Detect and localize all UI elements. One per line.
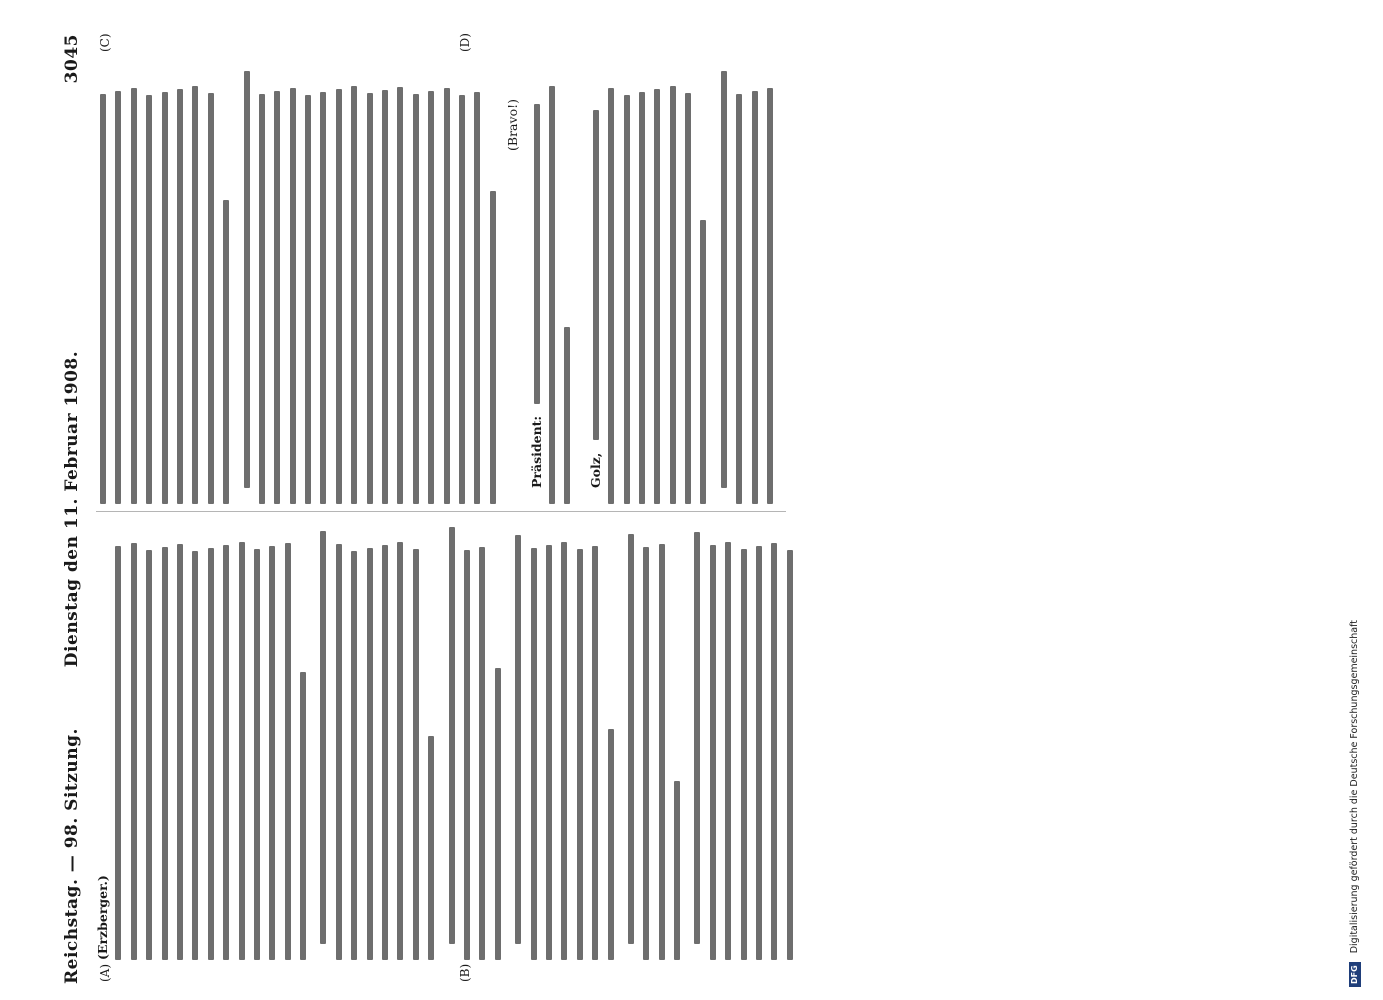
text-line-bar	[351, 551, 357, 960]
text-line-bar	[208, 93, 214, 504]
text-line-bar	[177, 544, 183, 960]
margin-letter-d: (D)	[458, 33, 472, 52]
text-line-bar	[464, 550, 470, 960]
text-line	[655, 515, 668, 960]
text-line-bar	[736, 94, 742, 504]
text-line	[511, 515, 524, 960]
text-line-bar	[428, 91, 434, 504]
text-line-bar	[592, 546, 598, 960]
digitization-credit	[1346, 12, 1364, 987]
text-line	[281, 515, 294, 960]
text-line	[332, 515, 345, 960]
text-line-bar	[244, 71, 250, 488]
text-line-bar	[336, 89, 342, 504]
text-line	[721, 515, 734, 960]
text-line-bar	[577, 549, 583, 960]
text-line-bar	[674, 781, 680, 960]
text-line	[696, 59, 709, 504]
text-line	[378, 59, 391, 504]
text-line	[409, 59, 422, 504]
text-line	[235, 515, 248, 960]
text-line-bar	[771, 543, 777, 960]
text-line-bar	[382, 90, 388, 504]
text-line	[250, 515, 263, 960]
text-line	[240, 59, 253, 504]
text-line-bar	[444, 88, 450, 504]
text-line-bar	[254, 549, 260, 960]
text-line-bar	[459, 95, 465, 504]
text-line	[440, 59, 453, 504]
speaker-continuation: (Erzberger.)	[95, 875, 110, 960]
text-line-bar	[192, 551, 198, 960]
text-line	[542, 515, 555, 960]
text-line	[445, 515, 458, 960]
text-line-bar	[305, 95, 311, 504]
left-column-text	[111, 515, 796, 960]
text-line-bar	[752, 91, 758, 504]
text-line-bar	[192, 86, 198, 504]
text-line-bar	[531, 548, 537, 960]
text-line	[173, 515, 186, 960]
text-line	[717, 59, 730, 504]
digitization-credit-label: Digitalisierung gefördert durch die Deutsche Forschungsgemeinschaft	[1349, 619, 1360, 954]
text-line	[393, 515, 406, 960]
text-line	[142, 59, 155, 504]
text-line-bar	[367, 548, 373, 960]
text-line-bar	[162, 547, 168, 960]
text-line	[732, 59, 745, 504]
text-line-bar	[490, 191, 496, 504]
text-line	[424, 515, 437, 960]
text-line	[635, 59, 648, 504]
text-line-bar	[474, 92, 480, 504]
text-line-bar	[608, 729, 614, 960]
text-line	[681, 59, 694, 504]
text-line-bar	[654, 89, 660, 504]
text-line-bar	[546, 545, 552, 960]
text-line	[748, 59, 761, 504]
text-line	[158, 59, 171, 504]
text-line	[455, 59, 468, 504]
text-line	[219, 59, 232, 504]
text-line-bar	[564, 327, 570, 504]
text-line	[142, 515, 155, 960]
text-line-bar	[413, 94, 419, 504]
golz-speaker-label: Golz,	[587, 452, 603, 488]
text-line-bar	[320, 531, 326, 944]
text-line-bar	[741, 549, 747, 960]
text-line	[534, 104, 540, 404]
text-line-bar	[320, 92, 326, 504]
text-line	[316, 59, 329, 504]
text-line	[204, 515, 217, 960]
text-line-bar	[756, 546, 762, 960]
text-line	[650, 59, 663, 504]
text-line-bar	[725, 542, 731, 960]
text-column-left	[96, 515, 786, 960]
text-line-bar	[710, 545, 716, 960]
text-line-bar	[351, 86, 357, 504]
text-line	[767, 515, 780, 960]
text-line-bar	[336, 544, 342, 960]
text-line-bar	[177, 89, 183, 504]
text-line-bar	[115, 91, 121, 504]
text-line	[460, 515, 473, 960]
text-line-bar	[223, 545, 229, 960]
text-line-bar	[670, 86, 676, 504]
president-speaker-line	[530, 59, 543, 504]
text-line	[527, 515, 540, 960]
text-line-bar	[787, 550, 793, 960]
text-line	[111, 515, 124, 960]
text-line	[188, 59, 201, 504]
text-line-bar	[397, 542, 403, 960]
text-line	[545, 59, 558, 504]
text-line-bar	[413, 549, 419, 960]
text-line	[111, 59, 124, 504]
text-line-bar	[146, 95, 152, 504]
right-column-text-part-2	[545, 59, 574, 504]
text-line	[670, 515, 683, 960]
text-line	[763, 59, 776, 504]
text-line-bar	[131, 543, 137, 960]
text-line-bar	[449, 527, 455, 944]
text-line	[475, 515, 488, 960]
text-line	[378, 515, 391, 960]
text-line	[393, 59, 406, 504]
text-line-bar	[208, 548, 214, 960]
text-line	[573, 515, 586, 960]
text-line-bar	[549, 86, 555, 504]
margin-letter-a: (A)	[98, 963, 112, 982]
text-line	[332, 59, 345, 504]
text-line	[737, 515, 750, 960]
text-line-bar	[259, 94, 265, 504]
margin-letter-c: (C)	[98, 33, 112, 52]
text-line	[604, 515, 617, 960]
text-line	[620, 59, 633, 504]
running-head-left: Reichstag. — 98. Sitzung.	[62, 728, 82, 984]
text-line	[219, 515, 232, 960]
text-line	[270, 59, 283, 504]
text-line	[588, 515, 601, 960]
text-line	[316, 515, 329, 960]
text-line	[127, 59, 140, 504]
text-line	[347, 59, 360, 504]
text-line-bar	[115, 546, 121, 960]
text-line	[265, 515, 278, 960]
text-line-bar	[628, 534, 634, 944]
text-line-bar	[639, 92, 645, 504]
text-line-bar	[700, 220, 706, 504]
right-column-text-part-1	[96, 59, 499, 504]
text-line-bar	[162, 92, 168, 504]
right-column-text-part-3	[604, 59, 776, 504]
text-line-bar	[131, 88, 137, 504]
digitization-credit-text	[1346, 12, 1364, 987]
text-line	[204, 59, 217, 504]
text-line-bar	[767, 88, 773, 504]
text-line	[639, 515, 652, 960]
running-head	[62, 34, 88, 984]
text-line-bar	[659, 544, 665, 960]
spacer	[581, 59, 587, 504]
text-line-bar	[269, 546, 275, 960]
text-line	[296, 515, 309, 960]
text-line-bar	[515, 535, 521, 944]
rotated-page-sheet	[62, 34, 792, 984]
text-line-bar	[721, 71, 727, 488]
text-line-bar	[146, 550, 152, 960]
text-line-bar	[495, 668, 501, 960]
text-column-right	[96, 59, 786, 504]
spacer	[522, 59, 528, 504]
text-line	[624, 515, 637, 960]
text-line	[188, 515, 201, 960]
text-line-bar	[223, 200, 229, 504]
text-line-bar	[239, 542, 245, 960]
golz-speaker-line	[589, 59, 602, 504]
text-line-bar	[367, 93, 373, 504]
text-line	[409, 515, 422, 960]
text-line-bar	[479, 547, 485, 960]
text-line	[690, 515, 703, 960]
president-speaker-label: Präsident:	[528, 415, 544, 488]
text-line-bar	[285, 543, 291, 960]
text-line-bar	[290, 88, 296, 504]
text-line	[470, 59, 483, 504]
text-line	[706, 515, 719, 960]
text-line	[491, 515, 504, 960]
text-line-bar	[608, 88, 614, 504]
column-divider	[96, 511, 786, 512]
text-line	[173, 59, 186, 504]
text-line	[560, 59, 573, 504]
dfg-logo-badge: DFG	[1349, 962, 1361, 987]
text-line	[783, 515, 796, 960]
text-line	[593, 110, 599, 440]
text-line-bar	[100, 94, 106, 504]
running-head-date: Dienstag den 11. Februar 1908.	[62, 350, 82, 668]
text-line	[127, 515, 140, 960]
text-line	[347, 515, 360, 960]
text-line	[158, 515, 171, 960]
text-line-bar	[397, 87, 403, 504]
text-line-bar	[561, 542, 567, 960]
text-line-bar	[624, 95, 630, 504]
text-line-bar	[685, 93, 691, 504]
text-line-bar	[643, 547, 649, 960]
text-line	[363, 59, 376, 504]
text-line-bar	[382, 545, 388, 960]
text-line	[752, 515, 765, 960]
text-line-bar	[300, 672, 306, 960]
page-number: 3045	[62, 34, 82, 84]
text-line	[363, 515, 376, 960]
text-line-bar	[274, 91, 280, 504]
text-line	[666, 59, 679, 504]
text-line	[301, 59, 314, 504]
margin-letter-b: (B)	[458, 963, 472, 982]
bravo-interjection: (Bravo!)	[505, 99, 521, 151]
text-line-bar	[428, 736, 434, 960]
text-line	[557, 515, 570, 960]
text-line	[486, 59, 499, 504]
text-line	[604, 59, 617, 504]
text-line-bar	[694, 532, 700, 944]
text-line	[255, 59, 268, 504]
text-line	[96, 59, 109, 504]
text-line	[424, 59, 437, 504]
text-line	[286, 59, 299, 504]
